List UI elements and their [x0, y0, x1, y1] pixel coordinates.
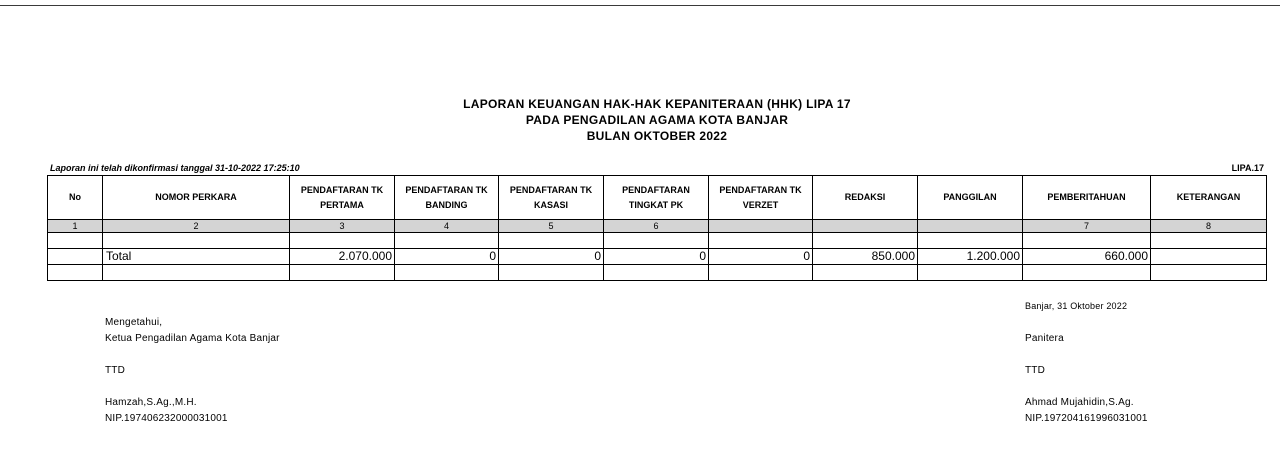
- empty-cell: [604, 265, 709, 281]
- total-pendaftaran-pertama: 2.070.000: [290, 249, 395, 265]
- index-cell: 2: [103, 220, 290, 233]
- header-pendaftaran-pk: PENDAFTARAN TINGKAT PK: [604, 176, 709, 220]
- empty-cell: [48, 233, 103, 249]
- column-index-row: [48, 220, 1267, 233]
- left-acknowledge-text: Mengetahui,: [105, 317, 163, 328]
- empty-cell: [709, 265, 813, 281]
- right-signatory-position: Panitera: [1025, 333, 1064, 344]
- empty-cell: [395, 265, 499, 281]
- header-redaksi: REDAKSI: [813, 176, 918, 220]
- empty-cell: [1151, 233, 1267, 249]
- empty-cell: [918, 265, 1023, 281]
- top-divider: [0, 5, 1280, 6]
- empty-cell: [499, 265, 604, 281]
- left-signatory-position: Ketua Pengadilan Agama Kota Banjar: [105, 333, 280, 344]
- header-panggilan: PANGGILAN: [918, 176, 1023, 220]
- index-cell: 8: [1151, 220, 1267, 233]
- total-pendaftaran-kasasi: 0: [499, 249, 604, 265]
- empty-cell: [103, 265, 290, 281]
- confirmation-note: Laporan ini telah dikonfirmasi tanggal 31-10-2022 17:25:10: [50, 163, 300, 173]
- total-pendaftaran-banding: 0: [395, 249, 499, 265]
- header-pendaftaran-kasasi: PENDAFTARAN TK KASASI: [499, 176, 604, 220]
- total-pendaftaran-verzet: 0: [709, 249, 813, 265]
- index-cell: 1: [48, 220, 103, 233]
- left-signatory-nip: NIP.197406232000031001: [105, 413, 228, 424]
- total-row: [48, 249, 1267, 265]
- total-redaksi: 850.000: [813, 249, 918, 265]
- index-cell: [709, 220, 813, 233]
- total-panggilan: 1.200.000: [918, 249, 1023, 265]
- empty-cell: [290, 233, 395, 249]
- empty-cell: [1151, 265, 1267, 281]
- empty-row: [48, 233, 1267, 249]
- right-signatory-name: Ahmad Mujahidin,S.Ag.: [1025, 397, 1134, 408]
- total-no-cell: [48, 249, 103, 265]
- empty-cell: [290, 265, 395, 281]
- total-pendaftaran-pk: 0: [604, 249, 709, 265]
- header-nomor-perkara: NOMOR PERKARA: [103, 176, 290, 220]
- left-signature-mark: TTD: [105, 365, 126, 376]
- empty-cell: [709, 233, 813, 249]
- empty-cell: [918, 233, 1023, 249]
- index-cell: 5: [499, 220, 604, 233]
- header-pendaftaran-verzet: PENDAFTARAN TK VERZET: [709, 176, 813, 220]
- empty-cell: [604, 233, 709, 249]
- finance-report-table: [47, 175, 1267, 281]
- total-pemberitahuan: 660.000: [1023, 249, 1151, 265]
- index-cell: 4: [395, 220, 499, 233]
- header-pemberitahuan: PEMBERITAHUAN: [1023, 176, 1151, 220]
- total-label: Total: [103, 249, 290, 265]
- empty-cell: [499, 233, 604, 249]
- report-title: [0, 96, 1280, 144]
- empty-cell: [48, 265, 103, 281]
- total-keterangan: [1151, 249, 1267, 265]
- empty-cell: [1023, 233, 1151, 249]
- header-pendaftaran-pertama: PENDAFTARAN TK PERTAMA: [290, 176, 395, 220]
- empty-cell: [103, 233, 290, 249]
- empty-cell: [1023, 265, 1151, 281]
- right-place-date: Banjar, 31 Oktober 2022: [1025, 301, 1128, 311]
- left-signatory-name: Hamzah,S.Ag.,M.H.: [105, 397, 197, 408]
- empty-cell: [813, 233, 918, 249]
- header-row: [48, 176, 1267, 220]
- report-title-line-3: BULAN OKTOBER 2022: [586, 129, 728, 143]
- index-cell: [813, 220, 918, 233]
- empty-cell: [813, 265, 918, 281]
- index-cell: 7: [1023, 220, 1151, 233]
- form-code: LIPA.17: [1231, 163, 1264, 173]
- empty-row: [48, 265, 1267, 281]
- index-cell: 3: [290, 220, 395, 233]
- header-no: No: [48, 176, 103, 220]
- report-title-line-1: LAPORAN KEUANGAN HAK-HAK KEPANITERAAN (HHK) LIPA 17: [463, 97, 851, 111]
- empty-cell: [395, 233, 499, 249]
- right-signatory-nip: NIP.197204161996031001: [1025, 413, 1148, 424]
- header-keterangan: KETERANGAN: [1151, 176, 1267, 220]
- right-signature-mark: TTD: [1025, 365, 1046, 376]
- header-pendaftaran-banding: PENDAFTARAN TK BANDING: [395, 176, 499, 220]
- report-title-line-2: PADA PENGADILAN AGAMA KOTA BANJAR: [525, 113, 789, 127]
- index-cell: [918, 220, 1023, 233]
- index-cell: 6: [604, 220, 709, 233]
